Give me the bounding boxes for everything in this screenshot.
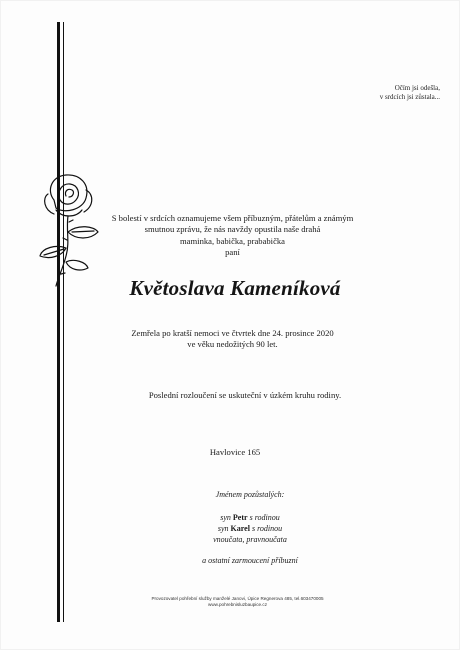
border-line-thick (57, 22, 60, 622)
epigraph-line: Očím jsi odešla, (394, 84, 440, 92)
relation-suffix: s rodinou (251, 524, 283, 533)
death-details (110, 328, 355, 351)
relation-label: syn (220, 513, 231, 522)
deceased-name: Květoslava Kameníková (129, 276, 341, 300)
mourner-entry: a ostatní zarmoucení příbuzní (202, 556, 298, 565)
mourners-heading: Jménem pozůstalých: (215, 490, 285, 499)
death-line: ve věku nedožitých 90 let. (187, 339, 278, 350)
funeral-service-footer (115, 596, 360, 609)
funeral-service-line: Provozovatel pohřební služby manželé Janovi, Úpice Regnerova 485, tel.603470005 (151, 596, 324, 601)
funeral-service-url: www.pohrebnisluzbaupice.cz (208, 602, 267, 608)
mourner-name: Petr (232, 513, 248, 522)
rose-illustration-icon (36, 170, 106, 290)
address: Havlovice 165 (209, 447, 261, 457)
mourner-entry: vnoučata, pravnoučata (213, 535, 287, 544)
mourner-name: Karel (230, 524, 250, 533)
border-line-thin (63, 22, 64, 622)
announcement-line: maminka, babička, prababička (180, 235, 285, 246)
mourner-entry (150, 523, 350, 534)
announcement-line: smutnou zprávu, že nás navždy opustila naše drahá (144, 224, 321, 235)
mourner-entry (150, 512, 350, 523)
epigraph-line: v srdcích jsi zůstala... (379, 93, 440, 101)
farewell-note: Poslední rozloučení se uskuteční v úzkém kruhu rodiny. (148, 390, 342, 400)
death-line: Zemřela po kratší nemoci ve čtvrtek dne 24. prosince 2020 (131, 328, 334, 338)
relation-suffix: s rodinou (249, 513, 280, 522)
announcement-line: paní (225, 246, 240, 257)
mourners-list (150, 489, 350, 566)
relation-label: syn (217, 524, 229, 533)
announcement-text (105, 213, 360, 258)
announcement-line: S bolestí v srdcích oznamujeme všem příbuzným, přátelům a známým (111, 213, 354, 223)
epigraph (290, 84, 440, 102)
